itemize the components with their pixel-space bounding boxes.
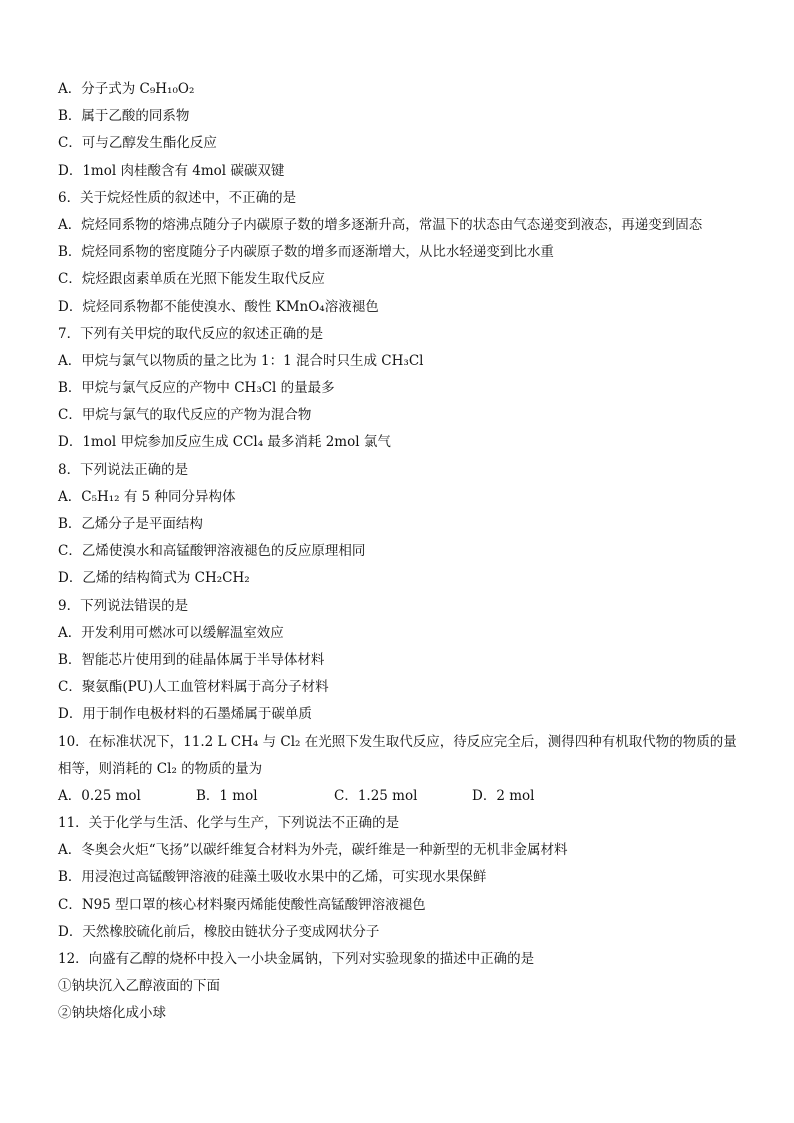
q7-option-b: B．甲烷与氯气反应的产物中 CH₃Cl 的量最多 <box>58 380 335 397</box>
q11-option-b: B．用浸泡过高锰酸钾溶液的硅藻土吸收水果中的乙烯，可实现水果保鲜 <box>58 869 487 886</box>
q12-statement-1: ①钠块沉入乙醇液面的下面 <box>58 978 220 995</box>
q10-choice-c: C．1.25 mol <box>334 787 418 804</box>
q6-option-b: B．烷烃同系物的密度随分子内碳原子数的增多而逐渐增大，从比水轻递变到比水重 <box>58 244 554 261</box>
q8-stem: 8．下列说法正确的是 <box>58 461 189 478</box>
q12-statement-2: ②钠块熔化成小球 <box>58 1005 166 1022</box>
q8-option-a: A．C₅H₁₂ 有 5 种同分异构体 <box>58 488 236 505</box>
q8-option-d: D．乙烯的结构简式为 CH₂CH₂ <box>58 570 250 587</box>
q12-stem: 12．向盛有乙醇的烧杯中投入一小块金属钠，下列对实验现象的描述中正确的是 <box>58 951 535 968</box>
q10-choice-a: A．0.25 mol <box>58 787 141 804</box>
q11-option-a: A．冬奥会火炬“飞扬”以碳纤维复合材料为外壳，碳纤维是一种新型的无机非金属材料 <box>58 842 568 859</box>
q8-option-b: B．乙烯分子是平面结构 <box>58 516 203 532</box>
q11-option-d: D．天然橡胶硫化前后，橡胶由链状分子变成网状分子 <box>58 923 380 940</box>
q9-option-d: D．用于制作电极材料的石墨烯属于碳单质 <box>58 706 312 723</box>
q6-option-a: A．烷烃同系物的熔沸点随分子内碳原子数的增多逐渐升高，常温下的状态由气态递变到液态，再递变到固态 <box>58 216 703 233</box>
q9-option-a: A．开发利用可燃冰可以缓解温室效应 <box>58 624 284 641</box>
q7-option-a: A．甲烷与氯气以物质的量之比为 1：1 混合时只生成 CH₃Cl <box>58 352 424 369</box>
q7-option-c: C．甲烷与氯气的取代反应的产物为混合物 <box>58 407 312 424</box>
q6-stem: 6．关于烷烃性质的叙述中，不正确的是 <box>58 189 297 206</box>
q5-option-a: A．分子式为 C₉H₁₀O₂ <box>58 81 195 97</box>
q9-option-c: C．聚氨酯(PU)人工血管材料属于高分子材料 <box>58 679 329 696</box>
q9-option-b: B．智能芯片使用到的硅晶体属于半导体材料 <box>58 651 325 668</box>
q5-option-c: C．可与乙醇发生酯化反应 <box>58 135 217 152</box>
q8-option-c: C．乙烯使溴水和高锰酸钾溶液褪色的反应原理相同 <box>58 543 366 560</box>
q11-stem: 11．关于化学与生活、化学与生产，下列说法不正确的是 <box>58 815 400 832</box>
q10-choice-b: B．1 mol <box>196 787 258 804</box>
q7-option-d: D．1mol 甲烷参加反应生成 CCl₄ 最多消耗 2mol 氯气 <box>58 434 391 451</box>
q7-stem: 7．下列有关甲烷的取代反应的叙述正确的是 <box>58 325 324 342</box>
q5-option-b: B．属于乙酸的同系物 <box>58 108 190 125</box>
q10-choice-d: D．2 mol <box>472 787 535 804</box>
q6-option-c: C．烷烃跟卤素单质在光照下能发生取代反应 <box>58 271 325 288</box>
q5-option-d: D．1mol 肉桂酸含有 4mol 碳碳双键 <box>58 162 285 179</box>
question-content <box>58 76 748 1028</box>
q10-stem: 10．在标准状况下，11.2 L CH₄ 与 Cl₂ 在光照下发生取代反应，待反应完全后，测得四种有机取代物的物质的量相等，则消耗的 Cl₂ 的物质的量为 <box>58 733 737 777</box>
q11-option-c: C．N95 型口罩的核心材料聚丙烯能使酸性高锰酸钾溶液褪色 <box>58 896 426 913</box>
q6-option-d: D．烷烃同系物都不能使溴水、酸性 KMnO₄溶液褪色 <box>58 298 379 315</box>
q9-stem: 9．下列说法错误的是 <box>58 597 189 614</box>
q10-choices <box>58 783 748 810</box>
